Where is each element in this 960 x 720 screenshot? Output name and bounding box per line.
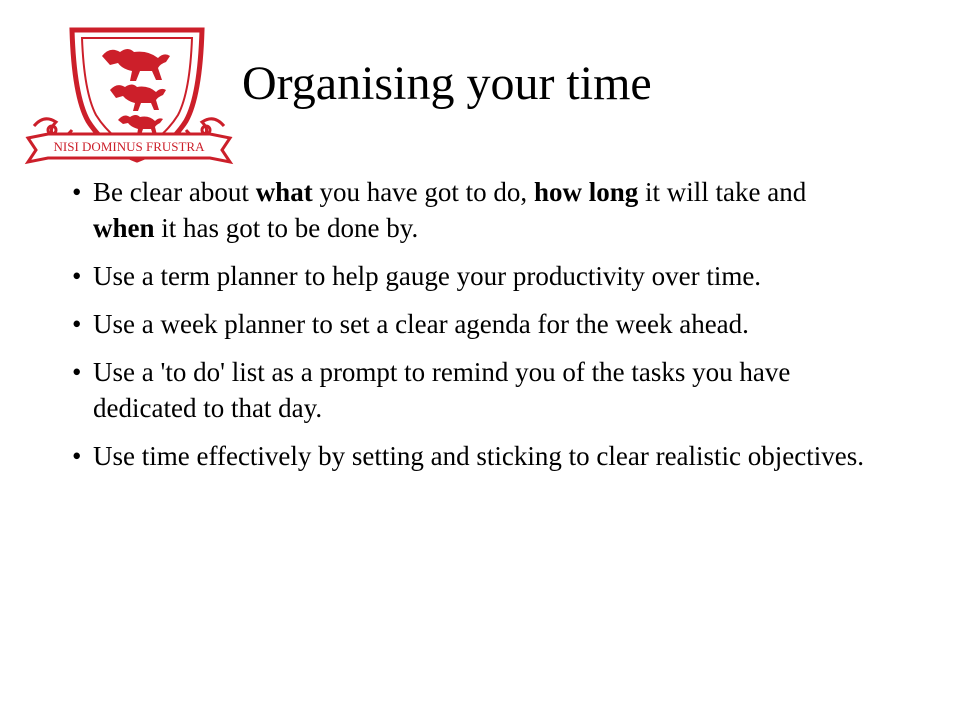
bullet-list xyxy=(72,174,872,486)
bullet-text: Be clear about xyxy=(93,177,256,207)
bullet-item: • Use a week planner to set a clear agenda for the week ahead. xyxy=(72,306,872,342)
bullet-item: • Use a 'to do' list as a prompt to remind you of the tasks you have dedicated to that day. xyxy=(72,354,872,426)
bullet-item xyxy=(72,174,872,246)
bullet-emphasis: what xyxy=(255,177,313,207)
bullet-text: you have got to do, xyxy=(312,177,534,207)
slide-title: Organising your time xyxy=(242,57,652,110)
bullet-item: • Use time effectively by setting and sticking to clear realistic objectives. xyxy=(72,438,872,474)
bullet-text: it will take and xyxy=(638,177,807,207)
school-crest-logo xyxy=(24,26,234,170)
bullet-emphasis: when xyxy=(93,213,155,243)
bullet-text: it has got to be done by. xyxy=(154,213,419,243)
bullet-emphasis: how long xyxy=(533,177,639,207)
crest-motto: NISI DOMINUS FRUSTRA xyxy=(53,139,205,154)
bullet-item: • Use a term planner to help gauge your productivity over time. xyxy=(72,258,872,294)
